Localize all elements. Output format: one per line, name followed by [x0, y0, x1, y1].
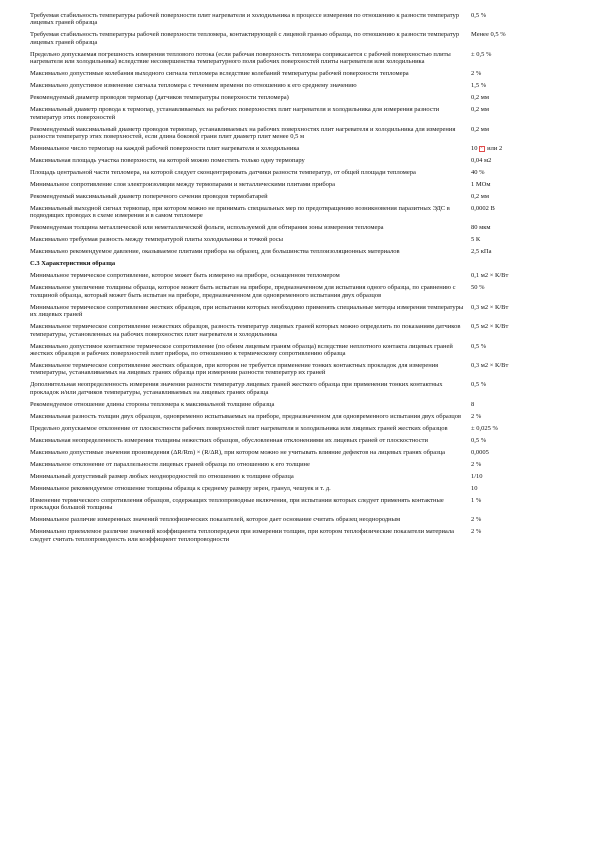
parameter-text: Максимальный диаметр провода к термопар, устанавливаемых на рабочих поверхностях плит нагревателя и холодильника для измерения разности температур этих поверхностей [30, 106, 440, 121]
table-row [30, 193, 575, 200]
parameter-text: Минимальное термическое сопротивление, которое может быть измерено на приборе, оснащенном тепломером [30, 272, 340, 280]
table-row [30, 516, 575, 523]
table-row [30, 106, 575, 121]
parameter-value: 2 % [471, 460, 482, 468]
table-row [30, 248, 575, 255]
parameter-text: Максимальное термическое сопротивление жестких образцов, при котором не требуется применение тонких контактных прокладок для измерения температуры, устанавливаемых на лицевых гранях образца при измерении разности температур их граней [30, 362, 439, 377]
parameter-value: 1,5 % [471, 82, 487, 90]
table-row [30, 51, 575, 66]
parameter-text: Минимальный допустимый размер любых неоднородностей по отношению к толщине образца [30, 472, 294, 480]
parameter-text: Максимально допустимые значения произведения (ΔR/Rm) × (R/ΔR), при котором можно не учитывать влияние дефектов на лицевых гранях образца [30, 448, 446, 456]
parameter-text: Предельно допускаемая погрешность измерения теплового потока (если рабочая поверхность тепломера соприкасается с рабочей поверхностью плиты нагревателя или холодильника) вследствие несовершенства температурного поля рабочих поверхностей плиты нагревателя или холодильника [30, 50, 451, 66]
parameter-text: Максимальное отклонение от параллельности лицевых граней образца по отношению к его толщине [30, 460, 310, 468]
parameter-value: 8 [471, 400, 475, 408]
value-suffix: или 2 [487, 145, 503, 153]
parameter-value: 5 К [471, 236, 481, 244]
table-row [30, 169, 575, 176]
parameter-value: 1 % [471, 496, 482, 504]
table-row [30, 70, 575, 77]
parameter-text: Минимальное термическое сопротивление жестких образцов, при испытании которых необходимо применять специальные методы измерения температуры их лицевых граней [30, 303, 464, 319]
table-row-probes [30, 145, 575, 152]
parameter-text: Минимальное рекомендуемое отношение толщины образца к среднему размеру зерен, гранул, чешуек и т. д. [30, 484, 331, 492]
parameter-text: Максимально рекомендуемое давление, оказываемое плитами прибора на образец, для большинства теплоизоляционных материалов [30, 248, 400, 256]
table-row [30, 272, 575, 279]
parameter-value: 0,2 мм [471, 193, 489, 201]
parameter-text: Изменение термического сопротивления образцов, содержащих теплопроводные включения, при испытании которых следует применять контактные прокладки большой толщины [30, 496, 444, 512]
parameter-value: 0,0002 В [471, 205, 495, 213]
parameter-value: 0,04 м2 [471, 157, 492, 165]
parameter-text: Рекомендуемый диаметр проводов термопар (датчиков температуры поверхности тепломера) [30, 94, 289, 102]
parameter-value: 0,1 м2 × К/Вт [471, 272, 509, 280]
parameter-text: Максимально допустимое контактное термическое сопротивление (по обеим лицевым граням образца) вследствие неплотного контакта лицевых граней жестких образцов и рабочих поверхностей плит прибора, по отношению к термическому сопротивлению образца [30, 342, 453, 358]
table-row [30, 497, 575, 512]
parameter-value: 0,3 м2 × К/Вт [471, 303, 509, 311]
parameter-value: 0,5 % [471, 342, 487, 350]
parameter-text: Рекомендуемое отношение длины стороны тепломера к максимальной толщине образца [30, 400, 275, 408]
parameter-text: Рекомендуемый максимальный диаметр поперечного сечения проводов термобатарей [30, 193, 268, 201]
parameter-list-a [30, 12, 575, 140]
table-row [30, 12, 575, 27]
parameter-text: Рекомендуемый максимальный диаметр проводов термопар, устанавливаемых на рабочих поверхностях плит нагревателя и холодильника для измерения разности температур этих поверхностей, если длина боковой грани плит диаметр плит менее 0,5 м [30, 125, 456, 141]
parameter-value: 1/10 [471, 472, 483, 480]
parameter-value [471, 145, 575, 152]
parameter-value: 0,2 мм [471, 125, 489, 133]
parameter-text: Дополнительная неопределенность измерения значения разности температур лицевых граней жесткого образца при применении тонких контактных прокладок и/или датчиков температуры, устанавливаемых на лицевых гранях образца [30, 381, 443, 396]
parameter-text: Минимальное число термопар на каждой рабочей поверхности плит нагревателя и холодильника [30, 145, 300, 153]
parameter-text: Максимальный выходной сигнал термопар, при котором можно не принимать специальных мер по предотвращению возникновения паразитных ЭДС в подводящих проводах в схеме измерения и в самом тепломере [30, 205, 450, 220]
table-row [30, 126, 575, 141]
parameter-text: Минимальное сопротивление слоя электроизоляции между термопарами и металлическими плитами прибора [30, 181, 336, 189]
parameter-value: 2 % [471, 70, 482, 78]
parameter-text: Требуемая стабильность температуры рабочей поверхности тепломера, контактирующей с лицевой гранью образца, по отношению к разности температур лицевых граней образца [30, 31, 460, 46]
value-number: 10 [471, 145, 478, 153]
parameter-value: 0,5 % [471, 12, 487, 19]
parameter-value: 2,5 кПа [471, 248, 492, 256]
parameter-text: Минимально приемлемое различие значений коэффициента теплопередачи при измерении толщин, при котором теплофизические показатели материала следует считать теплопроводность или коэффициент теплопроводности [30, 528, 455, 543]
parameter-text: Требуемая стабильность температуры рабочей поверхности плит нагревателя и холодильника в процессе измерения по отношению к разности температур лицевых граней образца [30, 12, 459, 27]
table-row [30, 401, 575, 408]
table-row [30, 381, 575, 396]
table-row [30, 323, 575, 338]
parameter-text: Максимально требуемая разность между температурой плиты холодильника и точкой росы [30, 236, 284, 244]
parameter-value: 1 МОм [471, 181, 491, 189]
parameter-value: 0,2 мм [471, 106, 489, 114]
broken-image-icon: × [480, 145, 483, 151]
table-row [30, 31, 575, 46]
parameter-value: ± 0,025 % [471, 424, 498, 432]
section-title: С.3 Характеристики образца [30, 260, 116, 268]
parameter-value: 2 % [471, 516, 482, 524]
table-row [30, 362, 575, 377]
table-row [30, 236, 575, 243]
parameter-value: 0,2 мм [471, 94, 489, 102]
parameter-value: ± 0,5 % [471, 50, 492, 58]
table-row [30, 461, 575, 468]
parameter-value: Менее 0,5 % [471, 31, 506, 39]
parameter-list-c [30, 272, 575, 543]
parameter-value: 50 % [471, 284, 485, 292]
parameter-value: 2 % [471, 412, 482, 420]
parameter-value: 40 % [471, 169, 485, 177]
parameter-text: Максимальное термическое сопротивление нежестких образцов, разность температур лицевых граней которых можно определить по показаниям датчиков температуры, установленных на рабочих поверхностях плит нагревателя и холодильника [30, 323, 461, 338]
parameter-text: Максимальная разность толщин двух образцов, одновременно испытываемых на приборе, предназначенном для одновременного испытания двух образцов [30, 412, 462, 420]
table-row [30, 284, 575, 299]
parameter-value: 2 % [471, 528, 482, 536]
table-row [30, 94, 575, 101]
table-row [30, 181, 575, 188]
parameter-value: 0,5 % [471, 381, 487, 389]
parameter-value: 80 мкм [471, 224, 491, 232]
parameter-text: Максимальное увеличение толщины образца, которое может быть испытан на приборе, предназначенном для испытания одного образца, по сравнению с толщиной образца, который может быть испытан на приборе, предназначенном для одновременного испытания двух образцов [30, 284, 456, 299]
parameter-text: Минимальное различие измеренных значений теплофизических показателей, которое дает основание считать образец неоднородным [30, 516, 401, 524]
parameter-text: Максимально допустимые колебания выходного сигнала тепломера вследствие колебаний температуры рабочей поверхности тепломера [30, 70, 409, 78]
parameter-text: Максимально допустимое изменение сигнала тепломера с течением времени по отношению к его среднему значению [30, 82, 357, 90]
parameter-text: Площадь центральной части тепломера, на которой следует сконцентрировать датчики разности температур, от общей площади тепломера [30, 169, 416, 177]
parameter-value: 0,0005 [471, 448, 489, 456]
table-row [30, 473, 575, 480]
parameter-value: 0,5 м2 × К/Вт [471, 323, 509, 331]
table-row [30, 437, 575, 444]
table-row [30, 425, 575, 432]
table-row [30, 82, 575, 89]
table-row [30, 224, 575, 231]
parameter-text: Максимальная неопределенность измерения толщины нежестких образцов, обусловленная отклонениями их лицевых граней от плоскостности [30, 436, 428, 444]
parameter-value: 0,5 % [471, 436, 487, 444]
parameter-text: Рекомендуемая толщина металлической или неметаллической фольги, используемой для обтирания зоны измерения тепломера [30, 224, 384, 232]
table-row [30, 157, 575, 164]
parameter-list-b [30, 157, 575, 256]
table-row [30, 528, 575, 543]
parameter-value: 10 [471, 484, 478, 492]
table-row [30, 343, 575, 358]
table-row [30, 304, 575, 319]
parameter-text: Максимальная площадь участка поверхности, на которой можно поместить только одну термопару [30, 157, 305, 165]
table-row [30, 205, 575, 220]
parameter-text: Предельно допускаемое отклонение от плоскостности рабочих поверхностей плит нагревателя и холодильника или лицевых граней жестких образцов [30, 424, 448, 432]
parameter-value: 0,3 м2 × К/Вт [471, 362, 509, 370]
table-row [30, 413, 575, 420]
table-row [30, 485, 575, 492]
table-row [30, 449, 575, 456]
